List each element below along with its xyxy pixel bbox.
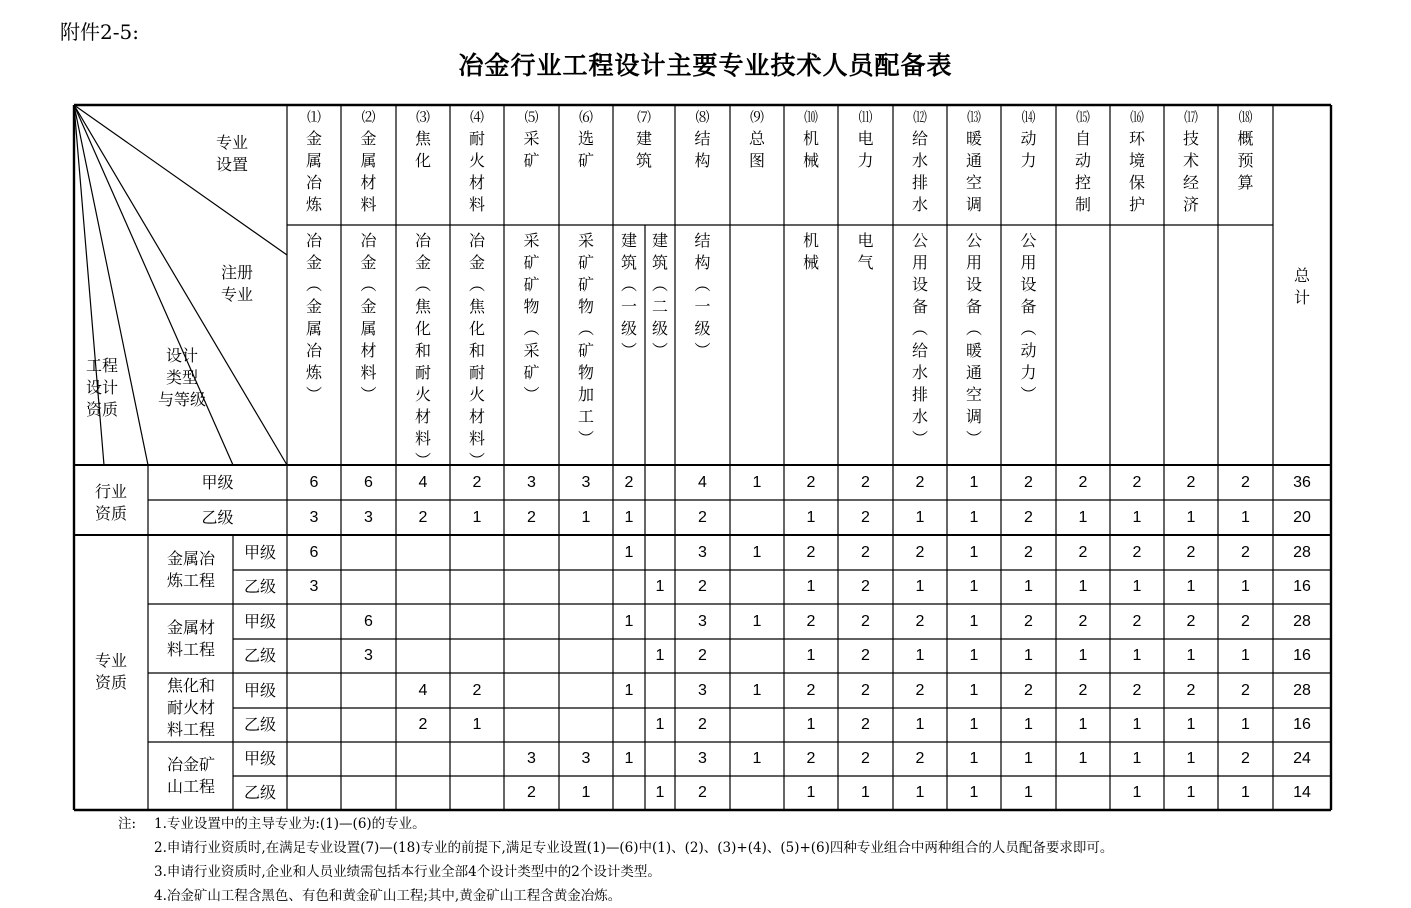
- group-2-row-1-cell: 1: [752, 612, 762, 630]
- group-3-row-2-cell: 1: [472, 716, 482, 733]
- column-header-9: ⑼ 总 图: [748, 110, 765, 170]
- industry-row-2-cell: 2: [527, 508, 536, 526]
- registered-header-1: 冶 金 ︵ 金 属 冶 炼 ︶: [305, 231, 322, 404]
- group-3-row-1-cell: 2: [861, 681, 870, 699]
- group-3-row-1-cell: 2: [1241, 681, 1250, 699]
- group-2-row-2-cell: 1: [1186, 647, 1196, 664]
- group-2-grade-1: 甲级: [243, 611, 276, 631]
- note-2: 2.申请行业资质时,在满足专业设置(7)—(18)专业的前提下,满足专业设置(1)—(6)中(1)、(2)、(3)+(4)、(5)+(6)四种专业组合中两种组合的人员配备要求即可。: [154, 840, 1114, 856]
- corner-design-type: 设计 类型 与等级: [157, 346, 206, 409]
- group-1-row-1-cell: 6: [309, 543, 319, 561]
- industry-row-2-cell: 1: [969, 508, 979, 526]
- industry-row-2-cell: 1: [472, 508, 482, 526]
- group-1-row-2-cell: 16: [1293, 578, 1311, 595]
- group-3-row-1-cell: 2: [472, 681, 482, 699]
- column-header-10: ⑽ 机 械: [802, 110, 819, 170]
- column-header-6: ⑹ 选 矿: [577, 110, 594, 170]
- group-1-row-2-cell: 1: [806, 578, 816, 595]
- column-header-7: ⑺ 建 筑: [635, 110, 652, 170]
- group-3-row-2-cell: 1: [1024, 716, 1033, 733]
- column-header-1: ⑴ 金 属 冶 炼: [305, 110, 322, 214]
- group-name-4: 冶金矿 山工程: [166, 755, 215, 796]
- group-1-row-1-cell: 1: [624, 543, 634, 561]
- group-3-grade-1: 甲级: [243, 680, 276, 700]
- group-3-row-1-cell: 2: [806, 681, 816, 699]
- group-2-row-1-cell: 28: [1293, 612, 1311, 630]
- group-3-row-1-cell: 3: [698, 681, 707, 699]
- registered-header-6: 采 矿 矿 物 ︵ 矿 物 加 工 ︶: [577, 231, 594, 448]
- group-2-row-1-cell: 3: [698, 612, 707, 630]
- corner-qualification: 工程 设计 资质: [85, 356, 118, 419]
- industry-row-1-cell: 2: [1132, 473, 1142, 491]
- industry-row-1-cell: 2: [806, 473, 816, 491]
- industry-row-1-cell: 2: [472, 473, 482, 491]
- group-1-row-1-cell: 2: [1241, 543, 1250, 561]
- group-4-row-1-cell: 1: [1024, 750, 1033, 767]
- group-2-row-2-cell: 1: [969, 647, 979, 664]
- group-4-grade-1: 甲级: [243, 749, 276, 768]
- column-header-18: ⒅ 概 预 算: [1237, 110, 1254, 192]
- group-1-row-1-cell: 2: [1024, 543, 1033, 561]
- notes: [118, 812, 1113, 908]
- group-3-row-2-cell: 2: [418, 716, 428, 733]
- industry-row-2-cell: 2: [698, 508, 707, 526]
- group-4-row-1-cell: 3: [527, 750, 536, 767]
- industry-row-1-cell: 4: [418, 473, 428, 491]
- group-2-row-1-cell: 2: [915, 612, 925, 630]
- notes-label: 注:: [118, 816, 137, 832]
- group-3-row-1-cell: 2: [1024, 681, 1033, 699]
- corner-specialty-setting: 专业 设置: [215, 133, 248, 174]
- group-3-row-2-cell: 1: [969, 716, 979, 733]
- industry-row-2-cell: 1: [581, 508, 591, 526]
- group-4-row-2-cell: 1: [1132, 784, 1142, 801]
- industry-row-1-cell: 36: [1293, 473, 1311, 491]
- column-header-12: ⑿ 给 水 排 水: [911, 110, 928, 214]
- column-header-16: ⒃ 环 境 保 护: [1128, 110, 1145, 214]
- group-1-row-2-cell: 1: [1078, 578, 1088, 595]
- group-4-row-2-cell: 1: [861, 784, 870, 801]
- group-4-grade-2: 乙级: [243, 783, 276, 802]
- group-2-row-1-cell: 2: [1186, 612, 1196, 630]
- group-1-grade-2: 乙级: [243, 577, 276, 596]
- group-3-row-2-cell: 1: [1132, 716, 1142, 733]
- group-3-row-2-cell: 1: [655, 716, 665, 733]
- group-2-row-2-cell: 2: [861, 647, 870, 664]
- group-2-row-2-cell: 16: [1293, 647, 1311, 664]
- group-name-3: 焦化和 耐火材 料工程: [166, 675, 215, 739]
- registered-header-10: 机 械: [802, 231, 819, 272]
- registered-header-12: 公 用 设 备 ︵ 给 水 排 水 ︶: [911, 231, 928, 448]
- column-header-13: ⒀ 暖 通 空 调: [965, 110, 982, 214]
- group-2-row-2-cell: 1: [915, 647, 925, 664]
- group-2-row-1-cell: 1: [624, 612, 634, 630]
- group-1-row-1-cell: 2: [1078, 543, 1088, 561]
- group-4-row-1-cell: 2: [861, 750, 870, 767]
- industry-grade-2: 乙级: [201, 507, 234, 527]
- column-header-5: ⑸ 采 矿: [523, 110, 540, 170]
- group-4-row-2-cell: 14: [1293, 784, 1311, 801]
- industry-row-1-cell: 2: [861, 473, 870, 491]
- column-header-total: 总 计: [1293, 266, 1310, 307]
- group-2-row-1-cell: 2: [1241, 612, 1250, 630]
- group-4-row-2-cell: 1: [806, 784, 816, 801]
- industry-row-2-cell: 20: [1293, 508, 1311, 526]
- group-3-row-1-cell: 28: [1293, 681, 1311, 699]
- group-4-row-1-cell: 24: [1293, 750, 1311, 767]
- group-4-row-1-cell: 3: [698, 750, 707, 767]
- column-header-17: ⒄ 技 术 经 济: [1182, 110, 1199, 214]
- industry-row-2-cell: 1: [1078, 508, 1088, 526]
- group-1-row-1-cell: 28: [1293, 543, 1311, 561]
- group-3-row-2-cell: 1: [806, 716, 816, 733]
- group-2-row-2-cell: 1: [1241, 647, 1250, 664]
- group-1-row-2-cell: 1: [969, 578, 979, 595]
- column-header-11: ⑾ 电 力: [857, 110, 874, 170]
- industry-row-2-cell: 2: [861, 508, 870, 526]
- registered-header-14: 公 用 设 备 ︵ 动 力 ︶: [1020, 231, 1037, 404]
- group-4-row-1-cell: 1: [1132, 750, 1142, 767]
- group-3-row-1-cell: 2: [1132, 681, 1142, 699]
- group-4-row-2-cell: 1: [969, 784, 979, 801]
- group-4-row-1-cell: 1: [1186, 750, 1196, 767]
- group-4-row-1-cell: 1: [969, 750, 979, 767]
- group-4-row-2-cell: 1: [1241, 784, 1250, 801]
- group-3-row-2-cell: 1: [1241, 716, 1250, 733]
- group-4-row-1-cell: 1: [752, 750, 762, 767]
- group-name-1: 金属冶 炼工程: [166, 548, 215, 590]
- column-header-15: ⒂ 自 动 控 制: [1074, 110, 1091, 214]
- column-header-2: ⑵ 金 属 材 料: [360, 110, 377, 214]
- registered-header-4: 冶 金 ︵ 焦 化 和 耐 火 材 料 ︶: [468, 231, 485, 470]
- group-2-row-1-cell: 2: [861, 612, 870, 630]
- note-4: 4.冶金矿山工程含黑色、有色和黄金矿山工程;其中,黄金矿山工程含黄金冶炼。: [154, 888, 622, 904]
- group-4-row-2-cell: 1: [915, 784, 925, 801]
- group-2-grade-2: 乙级: [243, 646, 276, 665]
- group-3-row-1-cell: 1: [624, 681, 634, 699]
- group-1-row-2-cell: 1: [1132, 578, 1142, 595]
- group-4-row-2-cell: 1: [655, 784, 665, 801]
- note-3: 3.申请行业资质时,企业和人员业绩需包括本行业全部4个设计类型中的2个设计类型。: [154, 864, 661, 880]
- industry-grade-1: 甲级: [201, 472, 234, 492]
- industry-row-2-cell: 1: [1241, 508, 1250, 526]
- industry-row-2-cell: 3: [364, 508, 373, 526]
- group-3-row-2-cell: 1: [1186, 716, 1196, 733]
- group-4-row-1-cell: 3: [581, 750, 591, 767]
- group-3-row-2-cell: 2: [698, 716, 707, 733]
- group-1-row-1-cell: 1: [752, 543, 762, 561]
- group-1-row-1-cell: 3: [698, 543, 707, 561]
- industry-row-1-cell: 2: [624, 473, 634, 491]
- industry-row-1-cell: 4: [698, 473, 707, 491]
- group-3-row-1-cell: 2: [1186, 681, 1196, 699]
- group-1-row-2-cell: 1: [1186, 578, 1196, 595]
- registered-header-8: 结 构 ︵ 一 级 ︶: [694, 231, 711, 360]
- group-1-row-2-cell: 3: [309, 578, 319, 595]
- industry-row-1-cell: 1: [752, 473, 762, 491]
- group-1-row-1-cell: 1: [969, 543, 979, 561]
- group-2-row-1-cell: 2: [1024, 612, 1033, 630]
- group-2-row-1-cell: 2: [806, 612, 816, 630]
- industry-row-2-cell: 2: [1024, 508, 1033, 526]
- industry-row-1-cell: 3: [581, 473, 591, 491]
- registered-header-7a: 建 筑 ︵ 一 级 ︶: [620, 231, 637, 360]
- industry-row-2-cell: 1: [806, 508, 816, 526]
- group-3-row-1-cell: 4: [418, 681, 428, 699]
- group-1-row-2-cell: 1: [1024, 578, 1033, 595]
- group-1-row-1-cell: 2: [1186, 543, 1196, 561]
- registered-header-11: 电 气: [857, 231, 874, 272]
- group-3-row-2-cell: 1: [1078, 716, 1088, 733]
- group-1-row-2-cell: 1: [915, 578, 925, 595]
- industry-row-1-cell: 3: [527, 473, 536, 491]
- group-4-row-1-cell: 2: [806, 750, 816, 767]
- group-3-row-1-cell: 1: [969, 681, 979, 699]
- group-2-row-1-cell: 1: [969, 612, 979, 630]
- group-2-row-2-cell: 1: [655, 647, 665, 664]
- column-header-8: ⑻ 结 构: [694, 110, 711, 170]
- group-4-row-2-cell: 2: [527, 784, 536, 801]
- industry-row-2-cell: 2: [418, 508, 428, 526]
- group-4-row-1-cell: 1: [1078, 750, 1088, 767]
- note-1: 1.专业设置中的主导专业为:(1)—(6)的专业。: [154, 816, 426, 832]
- group-name-2: 金属材 料工程: [166, 617, 215, 659]
- group-3-row-2-cell: 16: [1293, 716, 1311, 733]
- industry-row-2-cell: 1: [915, 508, 925, 526]
- industry-row-2-cell: 1: [1186, 508, 1196, 526]
- group-1-row-2-cell: 1: [655, 578, 665, 595]
- industry-row-1-cell: 2: [1186, 473, 1196, 491]
- registered-header-7b: 建 筑 ︵ 二 级 ︶: [651, 231, 668, 360]
- industry-row-1-cell: 2: [1241, 473, 1250, 491]
- group-2-row-1-cell: 2: [1078, 612, 1088, 630]
- group-1-row-2-cell: 2: [698, 578, 707, 595]
- corner-registered-specialty: 注册 专业: [220, 263, 253, 304]
- group-3-row-1-cell: 1: [752, 681, 762, 699]
- attachment-label: 附件2-5:: [60, 20, 139, 44]
- group-2-row-2-cell: 1: [806, 647, 816, 664]
- group-1-grade-1: 甲级: [243, 542, 276, 562]
- specialty-qualification-label: 专业 资质: [94, 651, 127, 692]
- group-3-row-1-cell: 2: [915, 681, 925, 699]
- group-3-grade-2: 乙级: [243, 715, 276, 734]
- group-4-row-2-cell: 2: [698, 784, 707, 801]
- group-1-row-1-cell: 2: [1132, 543, 1142, 561]
- column-header-3: ⑶ 焦 化: [414, 110, 431, 170]
- group-4-row-1-cell: 2: [915, 750, 925, 767]
- industry-row-1-cell: 6: [309, 473, 319, 491]
- industry-qualification-label: 行业 资质: [94, 482, 127, 523]
- page-title: 冶金行业工程设计主要专业技术人员配备表: [458, 51, 953, 80]
- industry-row-1-cell: 2: [1024, 473, 1033, 491]
- group-4-row-1-cell: 1: [624, 750, 634, 767]
- group-2-row-2-cell: 3: [364, 647, 373, 664]
- industry-row-2-cell: 1: [1132, 508, 1142, 526]
- column-header-4: ⑷ 耐 火 材 料: [468, 110, 485, 214]
- industry-row-2-cell: 3: [309, 508, 319, 526]
- industry-row-1-cell: 2: [915, 473, 925, 491]
- group-1-row-2-cell: 2: [861, 578, 870, 595]
- registered-header-5: 采 矿 矿 物 ︵ 采 矿 ︶: [523, 231, 540, 404]
- group-2-row-2-cell: 1: [1078, 647, 1088, 664]
- column-header-14: ⒁ 动 力: [1020, 110, 1037, 170]
- registered-header-3: 冶 金 ︵ 焦 化 和 耐 火 材 料 ︶: [414, 231, 431, 470]
- registered-header-2: 冶 金 ︵ 金 属 材 料 ︶: [360, 231, 377, 404]
- group-2-row-1-cell: 2: [1132, 612, 1142, 630]
- corner-diagonal: [74, 105, 287, 255]
- industry-row-1-cell: 1: [969, 473, 979, 491]
- group-3-row-1-cell: 2: [1078, 681, 1088, 699]
- group-4-row-2-cell: 1: [1024, 784, 1033, 801]
- group-3-row-2-cell: 1: [915, 716, 925, 733]
- group-4-row-2-cell: 1: [1186, 784, 1196, 801]
- industry-row-2-cell: 1: [624, 508, 634, 526]
- industry-row-1-cell: 6: [364, 473, 373, 491]
- group-2-row-2-cell: 2: [698, 647, 707, 664]
- group-1-row-2-cell: 1: [1241, 578, 1250, 595]
- group-2-row-2-cell: 1: [1024, 647, 1033, 664]
- group-1-row-1-cell: 2: [915, 543, 925, 561]
- group-4-row-2-cell: 1: [581, 784, 591, 801]
- group-1-row-1-cell: 2: [806, 543, 816, 561]
- group-1-row-1-cell: 2: [861, 543, 870, 561]
- group-3-row-2-cell: 2: [861, 716, 870, 733]
- group-4-row-1-cell: 2: [1241, 750, 1250, 767]
- group-2-row-1-cell: 6: [364, 612, 373, 630]
- industry-row-1-cell: 2: [1078, 473, 1088, 491]
- registered-header-13: 公 用 设 备 ︵ 暖 通 空 调 ︶: [965, 231, 982, 448]
- group-2-row-2-cell: 1: [1132, 647, 1142, 664]
